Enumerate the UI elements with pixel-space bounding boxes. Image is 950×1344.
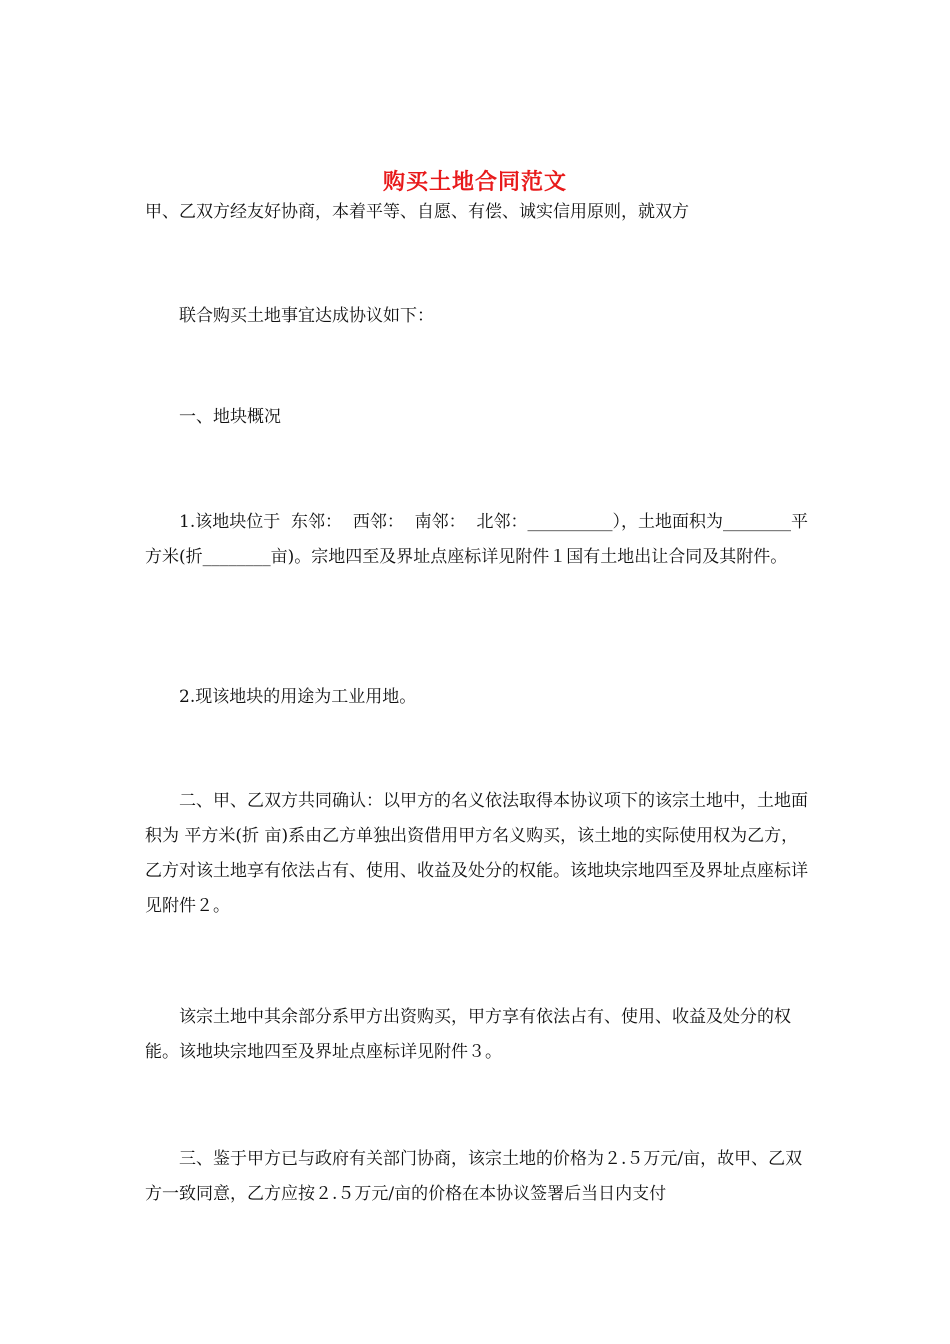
paragraph-intro-continued: 联合购买土地事宜达成协议如下：	[179, 306, 434, 326]
paragraph-section-three: 三、鉴于甲方已与政府有关部门协商，该宗土地的价格为２.５万元/亩，故甲、乙双方一致同意，乙方应按２.５万元/亩的价格在本协议签署后当日内支付	[145, 1149, 803, 1204]
section-heading-plot-overview: 一、地块概况	[179, 407, 281, 427]
paragraph-plot-usage: 2.现该地块的用途为工业用地。	[179, 687, 417, 707]
paragraph-plot-location: 1.该地块位于 东邻： 西邻： 南邻： 北邻：__________），土地面积为________平方米(折________亩)。宗地四至及界址点座标详见附件１国有土地出让合同及其附件。	[145, 512, 808, 567]
paragraph-intro: 甲、乙双方经友好协商，本着平等、自愿、有偿、诚实信用原则，就双方	[145, 202, 689, 222]
paragraph-remaining-land: 该宗土地中其余部分系甲方出资购买，甲方享有依法占有、使用、收益及处分的权能。该地块宗地四至及界址点座标详见附件３。	[145, 1007, 791, 1062]
document-title: 购买土地合同范文	[382, 168, 567, 195]
paragraph-section-two: 二、甲、乙双方共同确认：以甲方的名义依法取得本协议项下的该宗土地中，土地面积为 平方米(折 亩)系由乙方单独出资借用甲方名义购买，该土地的实际使用权为乙方，乙方对该土地享有依法占有、使用、收益及处分的权能。该地块宗地四至及界址点座标详见附件２。	[145, 791, 808, 916]
